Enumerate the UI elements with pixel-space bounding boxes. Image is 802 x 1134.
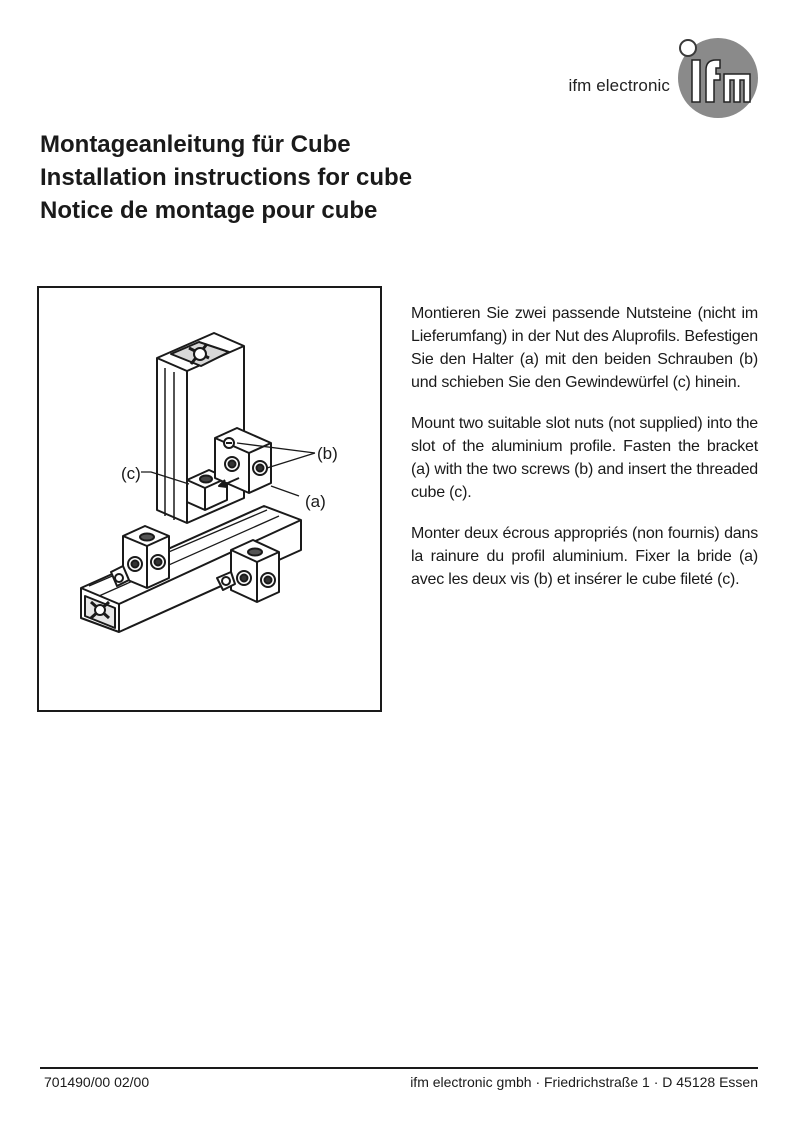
- installation-figure: [37, 286, 382, 712]
- callout-c: (c): [121, 464, 141, 483]
- callout-b: (b): [317, 444, 338, 463]
- title-french: Notice de montage pour cube: [40, 197, 378, 224]
- ifm-logo: [670, 30, 760, 120]
- paragraph-english: Mount two suitable slot nuts (not supplied) into the slot of the aluminium profile. Fasten the bracket (a) with the two screws (b) and insert the threaded cube (c).: [411, 415, 758, 501]
- installation-drawing: [39, 288, 380, 710]
- paragraph-french: Monter deux écrous appropriés (non fournis) dans la rainure du profil aluminium. Fixer la bride (a) avec les deux vis (b) et insérer le cube fileté (c).: [411, 525, 758, 588]
- title-german: Montageanleitung für Cube: [40, 131, 351, 158]
- document-titles: [40, 128, 412, 227]
- brand-name: ifm electronic: [568, 76, 670, 95]
- instructions-text: [411, 302, 758, 609]
- title-english: Installation instructions for cube: [40, 164, 413, 191]
- leader-a: [271, 486, 299, 496]
- paragraph-german: Montieren Sie zwei passende Nutsteine (nicht im Lieferumfang) in der Nut des Aluprofils. Befestigen Sie den Halter (a) mit den beiden Schrauben (b) und schieben Sie den Gewindewürfel (c) hinein.: [411, 305, 758, 391]
- callout-a: (a): [305, 492, 326, 511]
- document-number: 701490/00 02/00: [44, 1074, 150, 1090]
- company-address: ifm electronic gmbh · Friedrichstraße 1 · D 45128 Essen: [410, 1074, 758, 1090]
- footer-rule: [40, 1067, 758, 1069]
